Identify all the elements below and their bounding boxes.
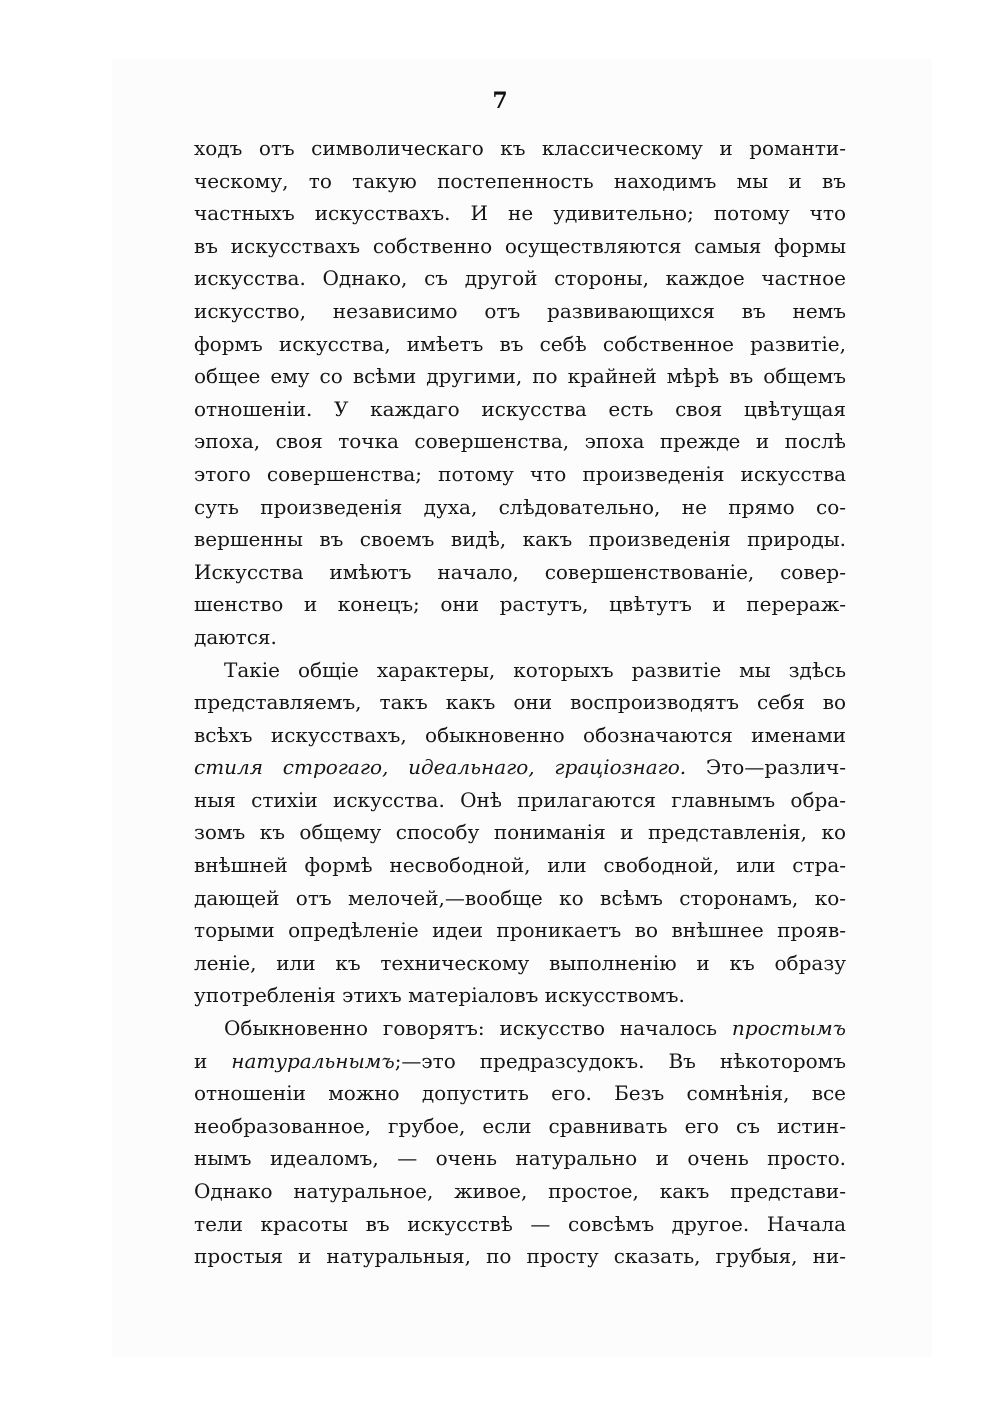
text-line xyxy=(194,588,846,621)
text-segment: леніе, или къ техническому выполненію и къ образу xyxy=(194,950,846,975)
italic-text-segment: натуральнымъ xyxy=(231,1048,395,1073)
text-segment: Такіе общіе характеры, которыхъ развитіе мы здѣсь xyxy=(224,657,846,682)
text-line xyxy=(194,523,846,556)
page-number: 7 xyxy=(492,88,508,114)
text-segment: ходъ отъ символическаго къ классическому и романти- xyxy=(194,136,846,160)
text-line xyxy=(194,621,846,654)
text-line xyxy=(194,882,846,915)
text-segment: представляемъ, такъ какъ они воспроизводятъ себя во xyxy=(194,690,846,715)
text-segment: и xyxy=(194,1048,232,1073)
text-segment: частныхъ искусствахъ. И не удивительно; потому что xyxy=(194,201,846,226)
text-segment: суть произведенія духа, слѣдовательно, не прямо со- xyxy=(194,494,846,519)
text-segment: зомъ къ общему способу пониманія и представленія, ко xyxy=(194,820,846,845)
italic-text-segment: простымъ xyxy=(731,1016,846,1041)
text-line xyxy=(194,458,846,491)
text-segment: отношеніи. У каждаго искусства есть своя цвѣтущая xyxy=(194,396,846,421)
text-segment: Искусства имѣютъ начало, совершенствованіе, совер- xyxy=(194,559,846,584)
text-line xyxy=(194,784,846,817)
text-line xyxy=(194,1077,846,1110)
text-line xyxy=(194,556,846,589)
text-segment: искусства. Однако, съ другой стороны, каждое частное xyxy=(194,266,846,291)
text-segment: тели красоты въ искусствѣ — совсѣмъ другое. Начала xyxy=(194,1211,846,1236)
text-line xyxy=(194,491,846,524)
text-segment: ныя стихіи искусства. Онѣ прилагаются главнымъ обра- xyxy=(194,787,846,812)
text-line xyxy=(194,1012,846,1045)
text-segment: формъ искусства, имѣетъ въ себѣ собственное развитіе, xyxy=(194,331,846,356)
text-segment: простыя и натуральныя, по просту сказать, грубыя, ни- xyxy=(194,1244,846,1269)
text-segment: Однако натуральное, живое, простое, какъ представи- xyxy=(194,1179,846,1203)
text-line xyxy=(194,751,846,784)
text-segment: шенство и конецъ; они растутъ, цвѣтутъ и перерaж- xyxy=(194,592,846,617)
text-segment: употребленія этихъ матеріаловъ искусствомъ. xyxy=(194,983,685,1008)
text-line xyxy=(194,295,846,328)
text-line xyxy=(194,1208,846,1241)
text-line xyxy=(194,1110,846,1143)
text-line xyxy=(194,979,846,1012)
text-line xyxy=(194,1045,846,1078)
text-segment: Обыкновенно говорятъ: искусство началось xyxy=(224,1016,732,1041)
text-line xyxy=(194,165,846,198)
text-segment: отношеніи можно допустить его. Безъ сомнѣнія, все xyxy=(194,1081,846,1106)
text-line xyxy=(194,197,846,230)
text-line xyxy=(194,393,846,426)
text-segment: вершенны въ своемъ видѣ, какъ произведенія природы. xyxy=(194,527,846,552)
text-line xyxy=(194,328,846,361)
text-segment: внѣшней формѣ несвободной, или свободной, или стра- xyxy=(194,853,846,878)
text-segment: торыми опредѣленіе идеи проникаетъ во внѣшнее прояв- xyxy=(194,918,846,943)
text-line xyxy=(194,849,846,882)
text-segment: ;—это предразсудокъ. Въ нѣкоторомъ xyxy=(394,1048,846,1073)
text-segment: даются. xyxy=(194,624,277,649)
text-line xyxy=(194,654,846,687)
text-line xyxy=(194,816,846,849)
text-segment: необразованное, грубое, если сравнивать его съ истин- xyxy=(194,1113,846,1138)
text-segment: ческому, то такую постепенность находимъ мы и въ xyxy=(194,168,846,193)
text-segment: всѣхъ искусствахъ, обыкновенно обозначаются именами xyxy=(194,722,846,747)
text-segment: эпоха, своя точка совершенства, эпоха прежде и послѣ xyxy=(194,429,846,454)
text-segment: дающей отъ мелочей,—вообще ко всѣмъ сторонамъ, ко- xyxy=(194,885,846,910)
text-line xyxy=(194,1142,846,1175)
text-line xyxy=(194,1240,846,1273)
text-line xyxy=(194,914,846,947)
text-segment: нымъ идеаломъ, — очень натурально и очень просто. xyxy=(194,1146,846,1171)
italic-text-segment: стиля строгаго, идеальнаго, граціознаго. xyxy=(194,755,687,780)
text-line xyxy=(194,1175,846,1208)
text-segment: искусство, независимо отъ развивающихся въ немъ xyxy=(194,298,846,323)
text-line xyxy=(194,132,846,165)
text-segment: этого совершенства; потому что произведенія искусства xyxy=(194,461,846,486)
text-line xyxy=(194,686,846,719)
text-line xyxy=(194,360,846,393)
text-line xyxy=(194,425,846,458)
text-segment: общее ему со всѣми другими, по крайней мѣрѣ въ общемъ xyxy=(194,364,846,389)
body-text xyxy=(194,132,846,1273)
text-line xyxy=(194,947,846,980)
text-line xyxy=(194,719,846,752)
text-line xyxy=(194,230,846,263)
text-segment: въ искусствахъ собственно осуществляются самыя формы xyxy=(194,233,846,258)
text-segment: Это—различ- xyxy=(686,755,846,780)
text-line xyxy=(194,262,846,295)
